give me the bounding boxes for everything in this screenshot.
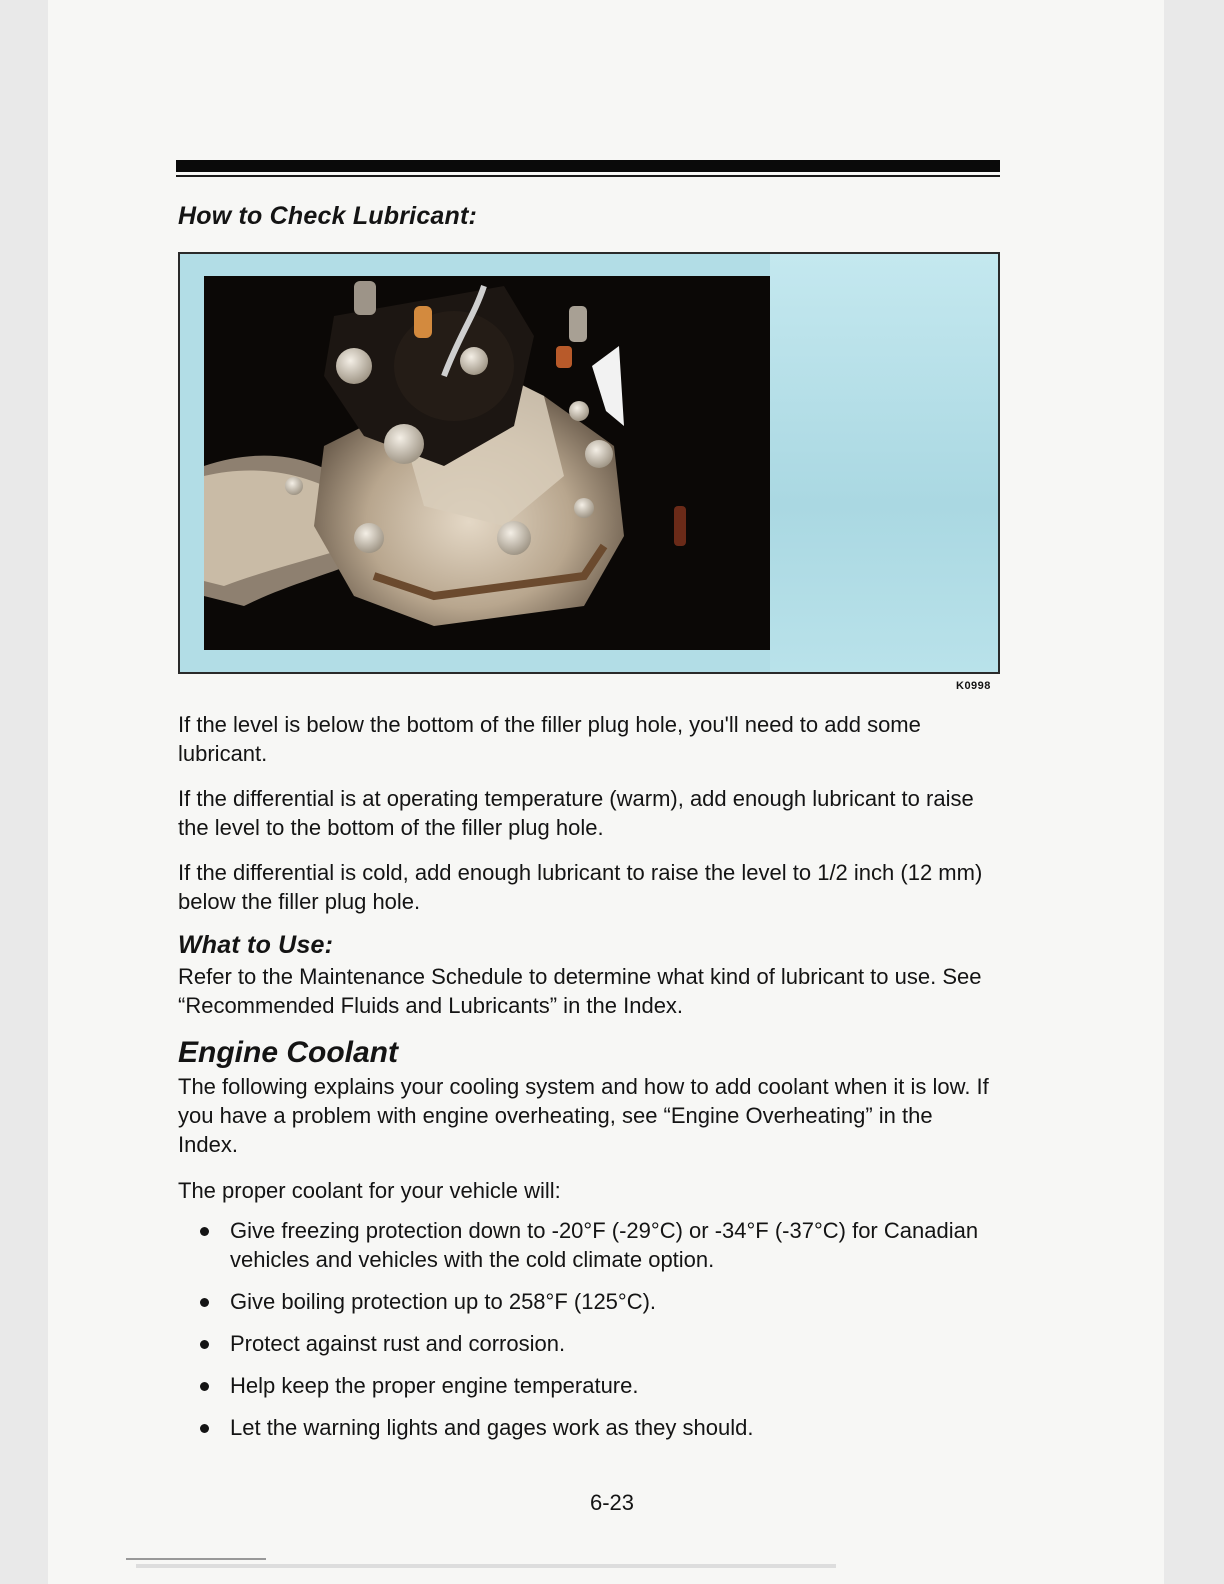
bullet-icon	[200, 1382, 209, 1391]
heading-what-to-use: What to Use:	[178, 931, 334, 959]
list-item: Help keep the proper engine temperature.	[178, 1371, 998, 1400]
lubricant-figure	[178, 252, 1000, 674]
bullet-icon	[200, 1298, 209, 1307]
scan-edge-shadow	[136, 1564, 836, 1568]
figure-background-panel	[770, 254, 998, 672]
paragraph-proper-coolant: The proper coolant for your vehicle will:	[178, 1178, 561, 1203]
scan-edge-mark	[126, 1558, 266, 1560]
bullet-icon	[200, 1340, 209, 1349]
page-number: 6-23	[589, 1490, 635, 1515]
bullet-icon	[200, 1227, 209, 1236]
list-item: Give boiling protection up to 258°F (125°C).	[178, 1287, 998, 1316]
paragraph-warm-differential: If the differential is at operating temperature (warm), add enough lubricant to raise the level to the bottom of the filler plug hole.	[178, 786, 974, 840]
list-item: Give freezing protection down to -20°F (-29°C) or -34°F (-37°C) for Canadian vehicles and vehicles with the cold climate option.	[178, 1216, 998, 1274]
header-rule-thin	[176, 175, 1000, 177]
paragraph-level-below: If the level is below the bottom of the filler plug hole, you'll need to add some lubricant.	[178, 712, 921, 766]
figure-code: K0998	[956, 680, 991, 692]
paragraph-coolant-intro: The following explains your cooling system and how to add coolant when it is low. If you have a problem with engine overheating, see “Engine Overheating” in the Index.	[178, 1074, 989, 1157]
bullet-icon	[200, 1424, 209, 1433]
differential-photo	[204, 276, 770, 650]
heading-how-to-check-lubricant: How to Check Lubricant:	[178, 202, 478, 230]
heading-engine-coolant: Engine Coolant	[178, 1036, 398, 1069]
list-item: Protect against rust and corrosion.	[178, 1329, 998, 1358]
paragraph-cold-differential: If the differential is cold, add enough lubricant to raise the level to 1/2 inch (12 mm) below the filler plug hole.	[178, 860, 983, 914]
header-rule	[176, 160, 1000, 172]
differential-illustration	[204, 276, 770, 650]
paragraph-what-to-use: Refer to the Maintenance Schedule to determine what kind of lubricant to use. See “Recommended Fluids and Lubricants” in the Index.	[178, 964, 982, 1018]
list-item: Let the warning lights and gages work as they should.	[178, 1413, 998, 1442]
coolant-benefits-list	[178, 1216, 998, 1455]
